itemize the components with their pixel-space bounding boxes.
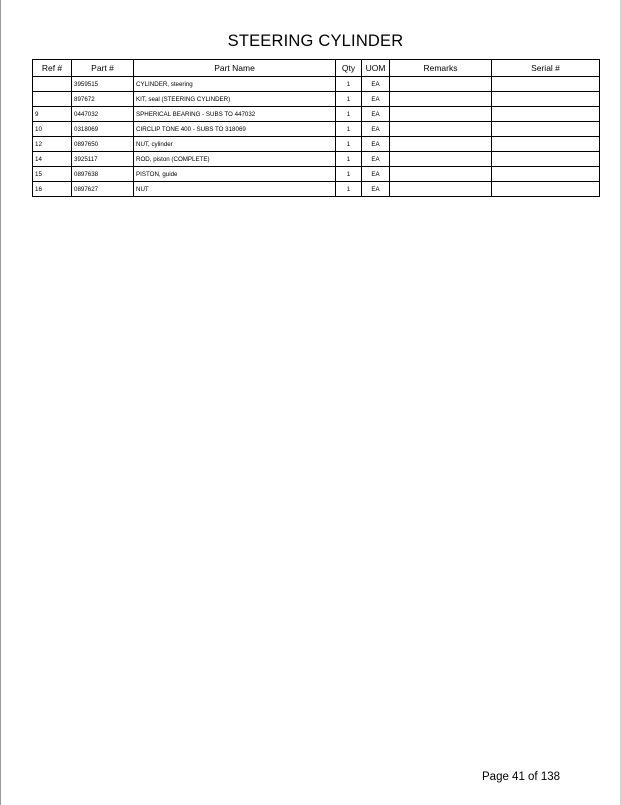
cell-uom: EA: [362, 152, 390, 167]
parts-table: [32, 59, 600, 197]
cell-part-name: KIT, seal (STEERING CYLINDER): [134, 92, 336, 107]
cell-qty: 1: [336, 77, 362, 92]
cell-ref: 16: [33, 182, 72, 197]
cell-serial: [492, 107, 600, 122]
cell-serial: [492, 152, 600, 167]
cell-part-name: ROD, piston (COMPLETE): [134, 152, 336, 167]
header-uom: UOM: [362, 60, 390, 77]
cell-qty: 1: [336, 137, 362, 152]
cell-qty: 1: [336, 92, 362, 107]
table-row: [33, 167, 600, 182]
cell-part-number: 0318069: [72, 122, 134, 137]
header-ref: Ref #: [33, 60, 72, 77]
cell-ref: 10: [33, 122, 72, 137]
cell-serial: [492, 182, 600, 197]
cell-uom: EA: [362, 167, 390, 182]
page-number: Page 41 of 138: [482, 771, 561, 783]
cell-ref: 14: [33, 152, 72, 167]
cell-part-number: 3925117: [72, 152, 134, 167]
cell-uom: EA: [362, 182, 390, 197]
cell-part-name: PISTON, guide: [134, 167, 336, 182]
cell-remarks: [390, 167, 492, 182]
cell-serial: [492, 77, 600, 92]
cell-serial: [492, 167, 600, 182]
cell-part-name: CIRCLIP TONE 400 - SUBS TO 318069: [134, 122, 336, 137]
cell-qty: 1: [336, 167, 362, 182]
cell-part-name: NUT: [134, 182, 336, 197]
cell-part-number: 0897627: [72, 182, 134, 197]
cell-qty: 1: [336, 122, 362, 137]
cell-remarks: [390, 137, 492, 152]
cell-ref: [33, 92, 72, 107]
cell-remarks: [390, 77, 492, 92]
cell-qty: 1: [336, 107, 362, 122]
page-title: STEERING CYLINDER: [227, 32, 404, 50]
cell-qty: 1: [336, 182, 362, 197]
cell-uom: EA: [362, 122, 390, 137]
cell-ref: 15: [33, 167, 72, 182]
cell-serial: [492, 92, 600, 107]
cell-uom: EA: [362, 137, 390, 152]
table-row: [33, 92, 600, 107]
cell-ref: 9: [33, 107, 72, 122]
cell-remarks: [390, 182, 492, 197]
cell-part-number: 0447032: [72, 107, 134, 122]
cell-uom: EA: [362, 77, 390, 92]
table-row: [33, 182, 600, 197]
cell-part-name: CYLINDER, steering: [134, 77, 336, 92]
table-row: [33, 137, 600, 152]
cell-part-name: NUT, cylinder: [134, 137, 336, 152]
header-part-number: Part #: [72, 60, 134, 77]
header-part-name: Part Name: [134, 60, 336, 77]
cell-ref: 12: [33, 137, 72, 152]
cell-serial: [492, 122, 600, 137]
header-serial: Serial #: [492, 60, 600, 77]
page-edge-left: [0, 0, 1, 805]
cell-remarks: [390, 92, 492, 107]
header-remarks: Remarks: [390, 60, 492, 77]
cell-ref: [33, 77, 72, 92]
cell-remarks: [390, 107, 492, 122]
table-row: [33, 77, 600, 92]
cell-remarks: [390, 122, 492, 137]
cell-part-number: 0897638: [72, 167, 134, 182]
cell-remarks: [390, 152, 492, 167]
cell-uom: EA: [362, 107, 390, 122]
header-qty: Qty: [336, 60, 362, 77]
cell-uom: EA: [362, 92, 390, 107]
cell-part-number: 3959515: [72, 77, 134, 92]
cell-part-number: 0897650: [72, 137, 134, 152]
table-row: [33, 122, 600, 137]
cell-serial: [492, 137, 600, 152]
cell-qty: 1: [336, 152, 362, 167]
table-header-row: [33, 60, 600, 77]
table-row: [33, 152, 600, 167]
table-row: [33, 107, 600, 122]
cell-part-name: SPHERICAL BEARING - SUBS TO 447032: [134, 107, 336, 122]
cell-part-number: 897672: [72, 92, 134, 107]
